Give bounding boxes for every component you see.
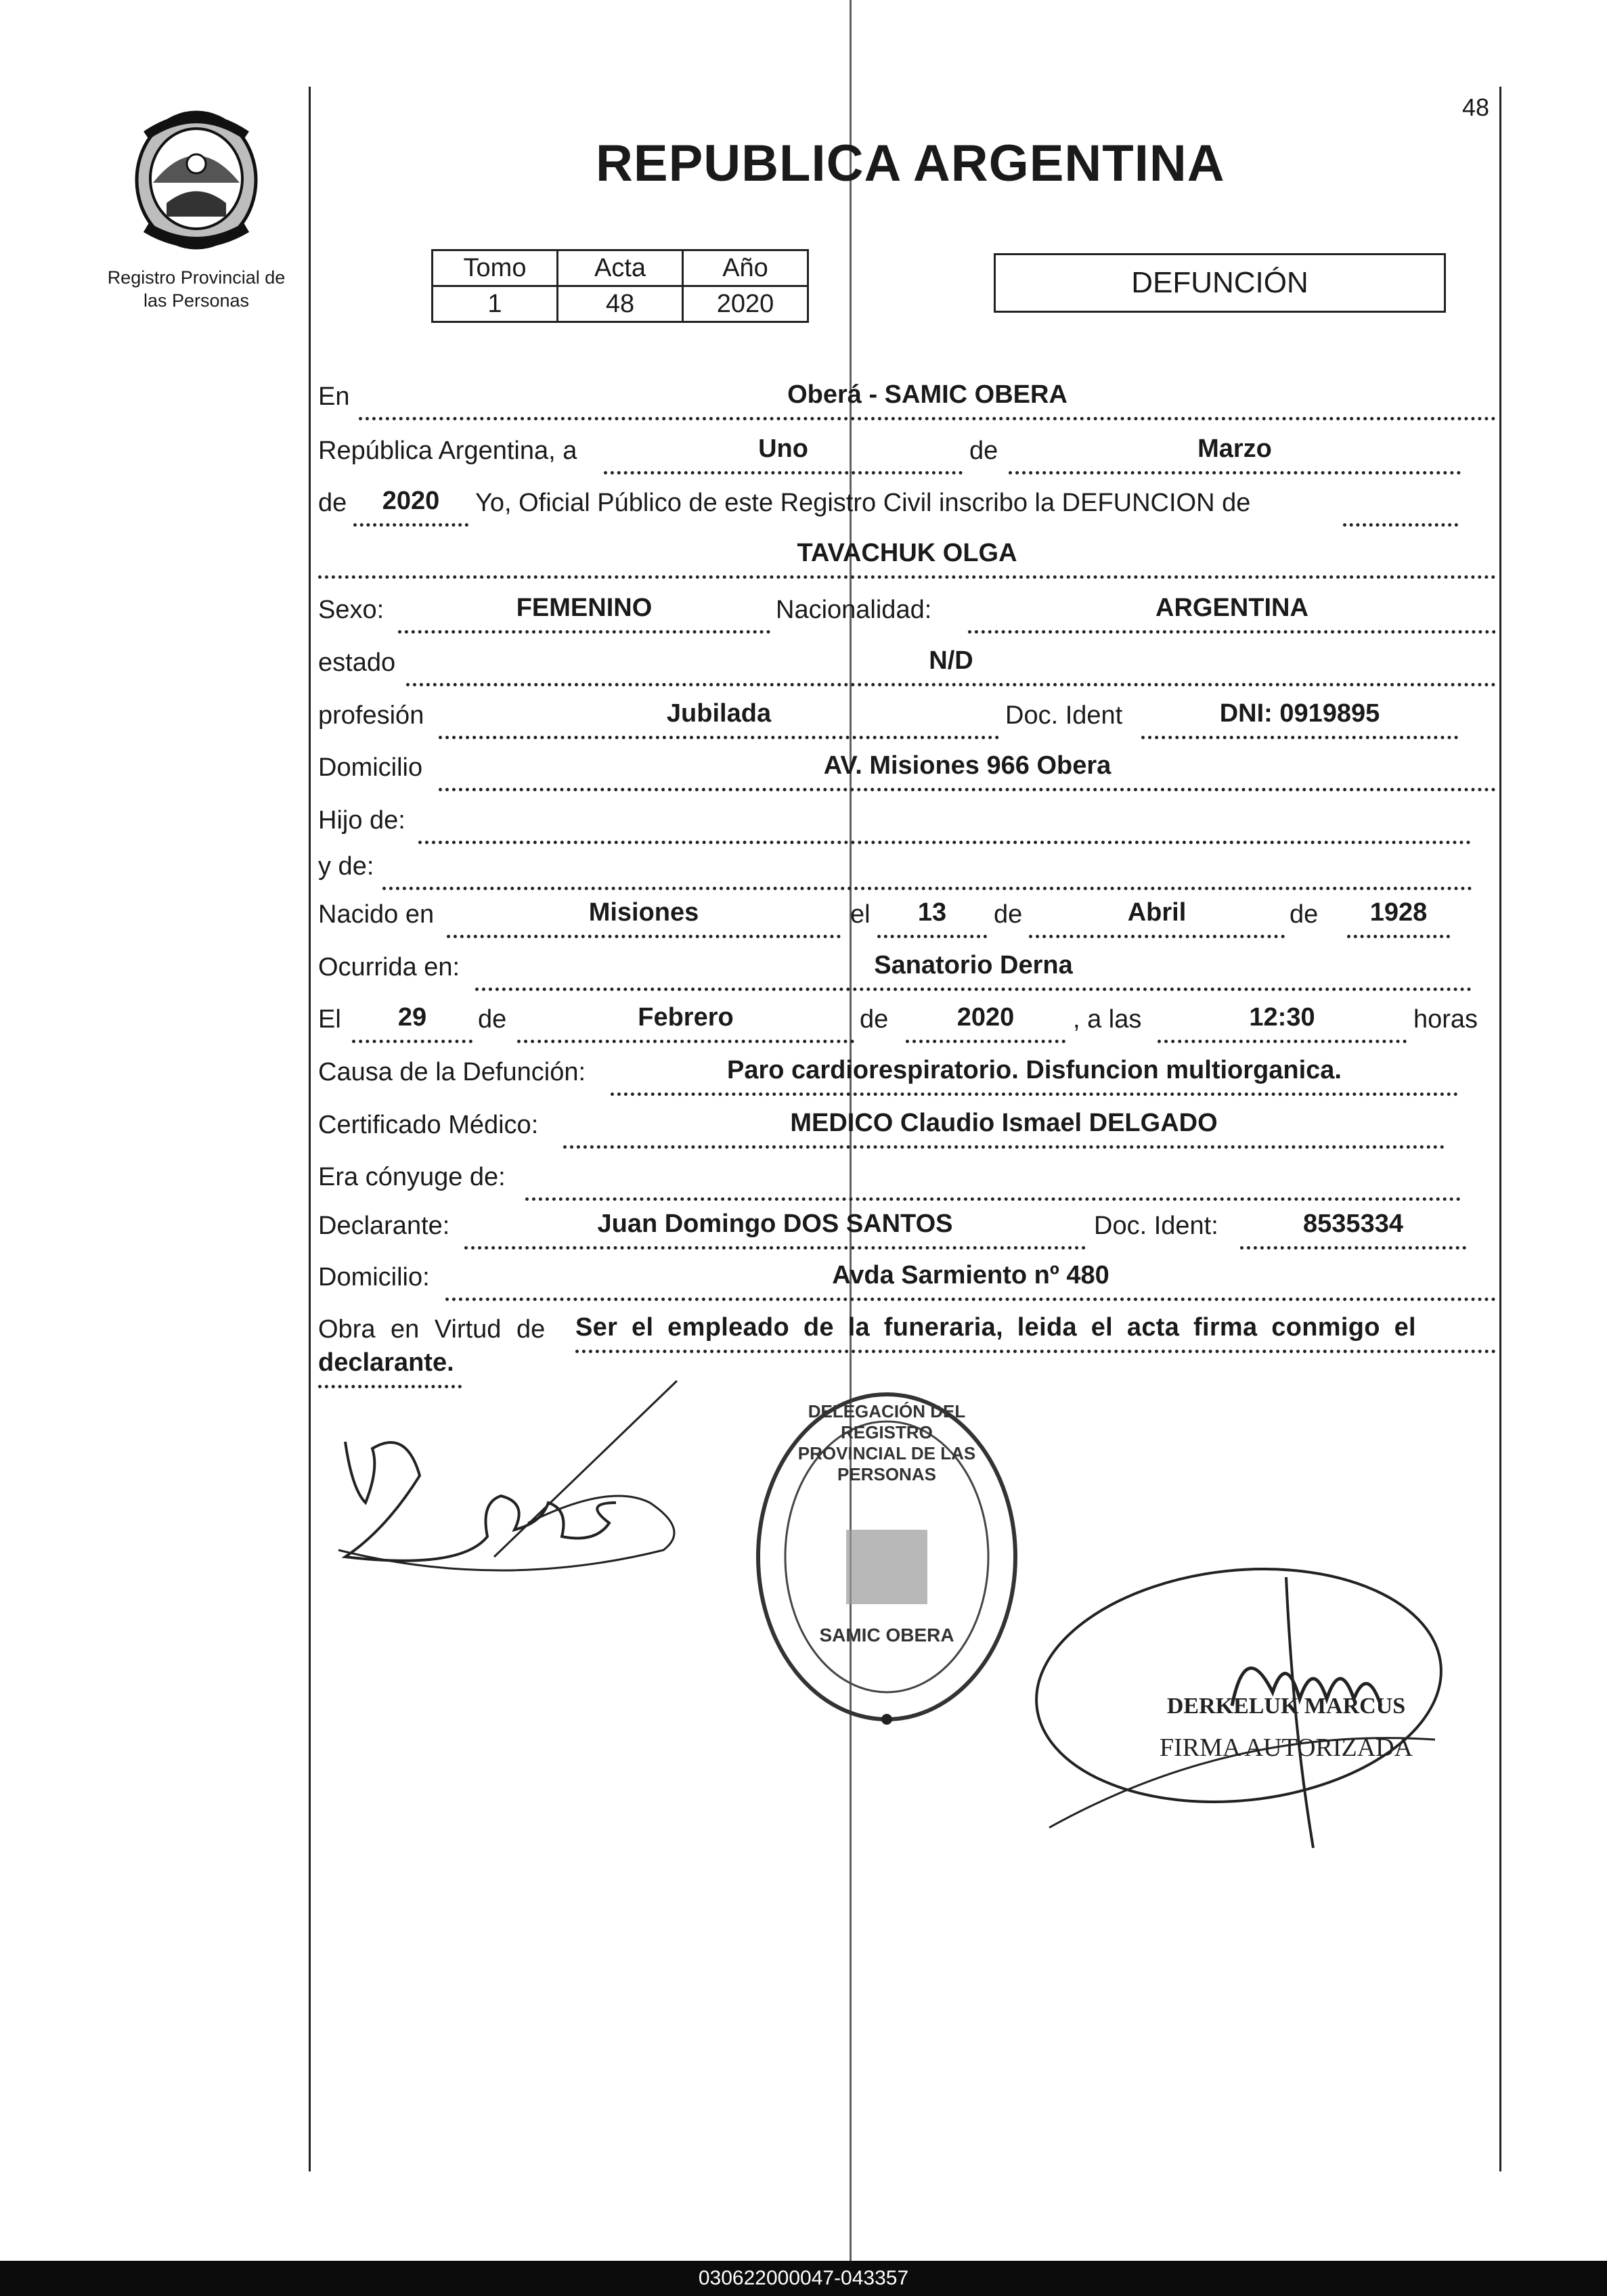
nombre-value: TAVACHUK OLGA	[797, 539, 1017, 567]
tomo-header: Tomo	[433, 250, 558, 286]
yde-field	[382, 861, 1472, 890]
estado-value: N/D	[929, 646, 973, 675]
dia-acta-value: Uno	[758, 435, 808, 463]
document-code: 030622000047-043357	[0, 2261, 1607, 2296]
yo-trailing-field	[1343, 498, 1458, 527]
signature-stamp-name: DERKELUK MARCUS	[1166, 1694, 1406, 1719]
doc-label: Doc. Ident	[1005, 701, 1123, 730]
anio-value: 2020	[683, 286, 808, 322]
obra-label: Obra en Virtud de	[318, 1315, 546, 1344]
domicilio-label: Domicilio	[318, 753, 423, 782]
nacido-label: Nacido en	[318, 900, 435, 929]
profesion-label: profesión	[318, 701, 424, 730]
record-table	[431, 249, 809, 323]
causa-label: Causa de la Defunción:	[318, 1058, 586, 1086]
def-anio-value: 2020	[956, 1003, 1015, 1032]
def-hora-value: 12:30	[1249, 1003, 1315, 1032]
page-number: 48	[1462, 93, 1490, 121]
causa-value: Paro cardiorespiratorio. Disfuncion multiorganica.	[727, 1056, 1342, 1084]
a-las-label: , a las	[1073, 1005, 1142, 1034]
stamp-center-text: SAMIC OBERA	[819, 1625, 954, 1646]
certificado-label: Certificado Médico:	[318, 1111, 539, 1139]
record-type-box	[994, 253, 1446, 313]
nacionalidad-label: Nacionalidad:	[776, 596, 932, 624]
el2-label: El	[318, 1005, 341, 1034]
el-label: el	[850, 900, 871, 929]
declarante-doc-value: 8535334	[1303, 1210, 1403, 1238]
domicilio2-value: Avda Sarmiento nº 480	[832, 1261, 1109, 1289]
stamp-ring-text: DELEGACIÓN DEL REGISTRO PROVINCIAL DE LAS PERSONAS	[797, 1401, 976, 1484]
obra-value-1: Ser el empleado de la funeraria, leida el acta firma conmigo el	[575, 1313, 1416, 1342]
anio-header: Año	[683, 250, 808, 286]
misiones-seal-icon	[126, 102, 267, 255]
declarante-value: Juan Domingo DOS SANTOS	[597, 1210, 953, 1238]
conyuge-field	[525, 1172, 1461, 1201]
sexo-value: FEMENINO	[516, 594, 653, 622]
nacido-dia-value: 13	[917, 898, 947, 927]
registry-label	[95, 266, 298, 312]
nacido-mes-value: Abril	[1127, 898, 1187, 927]
en-label: En	[318, 382, 350, 411]
document-title: REPUBLICA ARGENTINA	[596, 135, 1225, 192]
registry-label-line-2: las Personas	[143, 290, 250, 311]
def-dia-value: 29	[397, 1003, 427, 1032]
nacido-anio-value: 1928	[1369, 898, 1428, 927]
declarant-signature	[325, 1367, 704, 1584]
conyuge-label: Era cónyuge de:	[318, 1163, 506, 1191]
declarante-label: Declarante:	[318, 1212, 450, 1240]
doc-ident-label: Doc. Ident:	[1094, 1212, 1218, 1240]
hijo-label: Hijo de:	[318, 806, 405, 835]
nacido-lugar-value: Misiones	[588, 898, 699, 927]
certificado-value: MEDICO Claudio Ismael DELGADO	[790, 1109, 1218, 1137]
obra-value-2: declarante.	[318, 1348, 454, 1377]
nacionalidad-value: ARGENTINA	[1155, 594, 1308, 622]
acta-value: 48	[558, 286, 683, 322]
ocurrida-value: Sanatorio Derna	[874, 951, 1073, 979]
yde-label: y de:	[318, 852, 374, 881]
anio-acta-value: 2020	[382, 487, 440, 515]
left-margin-line	[309, 87, 311, 2171]
tomo-value: 1	[433, 286, 558, 322]
registry-label-line-1: Registro Provincial de	[107, 267, 286, 288]
ocurrida-label: Ocurrida en:	[318, 953, 460, 981]
de-label-6: de	[860, 1005, 889, 1034]
authorized-signature	[1029, 1557, 1449, 1882]
lugar-value: Oberá - SAMIC OBERA	[787, 380, 1067, 409]
horas-label: horas	[1413, 1005, 1478, 1034]
yo-text: Yo, Oficial Público de este Registro Civil inscribo la DEFUNCION de	[475, 489, 1251, 517]
sexo-label: Sexo:	[318, 596, 384, 624]
domicilio2-label: Domicilio:	[318, 1263, 430, 1292]
de-label-1: de	[969, 437, 998, 465]
republica-label: República Argentina, a	[318, 437, 577, 465]
de-label-2: de	[318, 489, 347, 517]
de-label-3: de	[994, 900, 1023, 929]
de-label-4: de	[1290, 900, 1319, 929]
doc-value: DNI: 0919895	[1219, 699, 1380, 728]
record-type: DEFUNCIÓN	[1131, 266, 1308, 299]
def-mes-value: Febrero	[638, 1003, 734, 1032]
profesion-value: Jubilada	[666, 699, 772, 728]
acta-header: Acta	[558, 250, 683, 286]
estado-label: estado	[318, 648, 396, 677]
de-label-5: de	[478, 1005, 507, 1034]
mes-acta-value: Marzo	[1197, 435, 1272, 463]
right-margin-line	[1499, 87, 1501, 2171]
domicilio-value: AV. Misiones 966 Obera	[823, 751, 1111, 780]
signature-stamp-caption: FIRMA AUTORIZADA	[1159, 1734, 1413, 1762]
hijo-field	[418, 815, 1471, 844]
